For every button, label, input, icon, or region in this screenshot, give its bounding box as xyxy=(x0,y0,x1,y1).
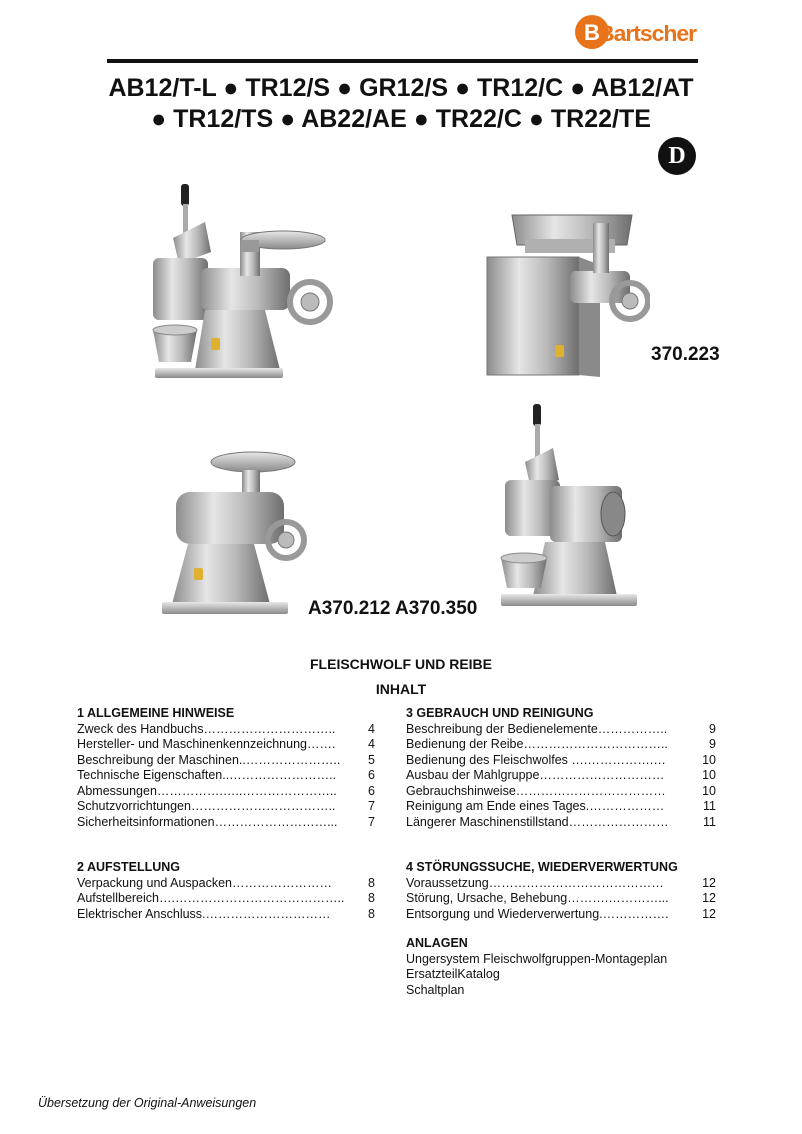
bartscher-logo xyxy=(574,12,698,52)
appendix-item[interactable]: Ungersystem Fleischwolfgruppen-Montageplan xyxy=(406,951,668,966)
contents-heading: INHALT xyxy=(375,681,427,697)
toc-entry[interactable]: Elektrischer Anschluss.………………………… 8 xyxy=(77,906,375,921)
machine-grater-mincer-image xyxy=(145,182,340,387)
machine-grater-image xyxy=(495,400,640,615)
toc-entry[interactable]: Abmessungen…………….…..………………….. 6 xyxy=(77,783,375,798)
toc-section-4 xyxy=(406,860,716,922)
toc-entry[interactable]: Technische Eigenschaften..…………………….. 6 xyxy=(77,768,375,782)
header-rule xyxy=(107,59,698,63)
machine-mincer-image xyxy=(158,440,308,620)
product-code-a370-212-a370-350: A370.212 A370.350 xyxy=(308,598,478,619)
toc-entry[interactable]: Verpackung und Auspacken…………………… 8 xyxy=(77,875,375,890)
brand-name: Bartscher xyxy=(598,21,698,46)
footer-note: Übersetzung der Original-Anweisungen xyxy=(38,1096,257,1110)
toc-entry[interactable]: Beschreibung der Bedienelemente…………….. 9 xyxy=(406,721,716,736)
model-list-line-1: AB12/T-L ● TR12/S ● GR12/S ● TR12/C ● AB12/AT xyxy=(108,74,694,102)
appendix-heading: ANLAGEN xyxy=(406,936,468,950)
toc-section-heading: 3 GEBRAUCH UND REINIGUNG xyxy=(406,706,594,720)
appendix-item[interactable]: ErsatzteilKatalog xyxy=(406,967,500,981)
machine-cased-mincer-image xyxy=(485,205,650,380)
toc-entry[interactable]: Beschreibung der Maschinen..………………….. 5 xyxy=(77,752,375,767)
toc-appendix xyxy=(406,936,736,998)
toc-section-heading: 1 ALLGEMEINE HINWEISE xyxy=(77,706,235,720)
toc-entry[interactable]: Bedienung des Fleischwolfes ….…………….… 10 xyxy=(406,752,716,767)
toc-entry[interactable]: Sicherheitsinformationen………………………... 7 xyxy=(77,814,375,829)
toc-entry[interactable]: Zweck des Handbuchs………………………….. 4 xyxy=(77,721,375,736)
appendix-item[interactable]: Schaltplan xyxy=(406,982,465,997)
toc-section-2 xyxy=(77,860,375,922)
toc-section-heading: 4 STÖRUNGSSUCHE, WIEDERVERWERTUNG xyxy=(406,860,678,874)
toc-entry[interactable]: Aufstellbereich….………………………………….. 8 xyxy=(77,891,375,905)
toc-entry[interactable]: Entsorgung und Wiederverwertung.……………. 12 xyxy=(406,906,716,921)
toc-section-1 xyxy=(77,706,375,830)
toc-entry[interactable]: Voraussetzung…………………………………… 12 xyxy=(406,875,716,890)
model-list-line-2: ● TR12/TS ● AB22/AE ● TR22/C ● TR22/TE xyxy=(151,105,651,133)
svg-text:B: B xyxy=(584,20,600,45)
toc-entry[interactable]: Reinigung am Ende eines Tages.……………… 11 xyxy=(406,799,716,813)
toc-entry[interactable]: Gebrauchshinweise……………………………… 10 xyxy=(406,783,716,798)
toc-entry[interactable]: Bedienung der Reibe…………………………….. 9 xyxy=(406,737,716,751)
document-title: FLEISCHWOLF UND REIBE xyxy=(310,656,492,672)
toc-section-heading: 2 AUFSTELLUNG xyxy=(77,860,181,874)
product-code-370-223: 370.223 xyxy=(651,344,720,365)
toc-section-3 xyxy=(406,706,716,830)
toc-entry[interactable]: Schutzvorrichtungen…………………………….. 7 xyxy=(77,799,375,813)
language-badge: D xyxy=(658,137,696,175)
toc-entry[interactable]: Längerer Maschinenstillstand…………………… 11 xyxy=(406,814,716,829)
toc-entry[interactable]: Störung, Ursache, Behebung……….…………... 12 xyxy=(406,891,716,905)
toc-entry[interactable]: Ausbau der Mahlgruppe………………………… 10 xyxy=(406,768,716,782)
toc-entry[interactable]: Hersteller- und Maschinenkennzeichnung……. 4 xyxy=(77,737,375,751)
